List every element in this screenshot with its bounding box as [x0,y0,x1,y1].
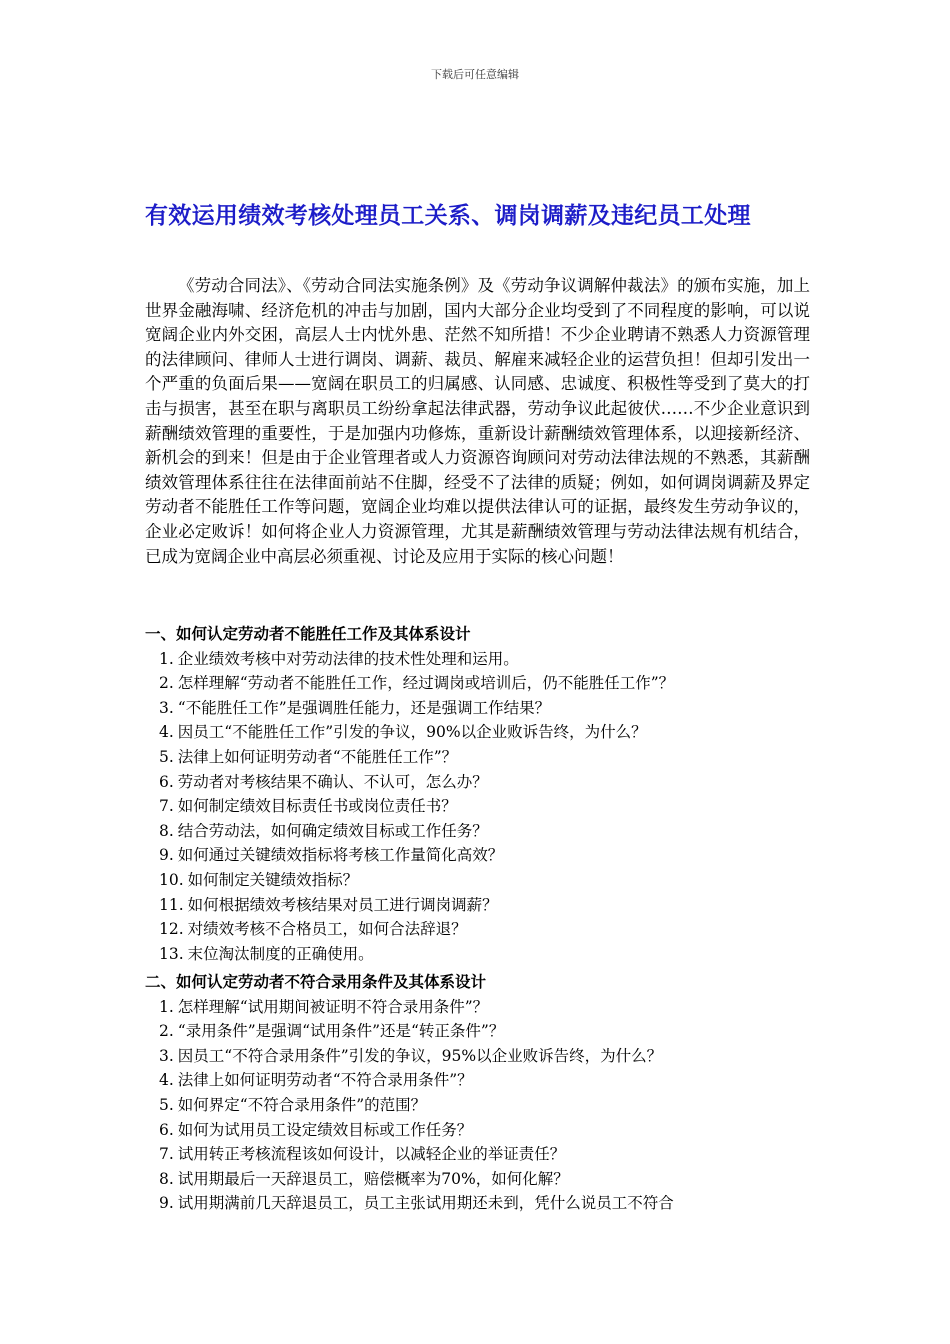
list-item: 4. 因员工“不能胜任工作”引发的争议，90%以企业败诉告终，为什么？ [159,723,647,742]
list-item: 4. 法律上如何证明劳动者“不符合录用条件”？ [159,1071,473,1090]
list-item: 6. 劳动者对考核结果不确认、不认可，怎么办？ [159,772,488,791]
page-header-note: 下载后可任意编辑 [431,68,519,81]
section-not-meeting-hiring-conditions [145,970,815,1216]
list-item: 9. 试用期满前几天辞退员工，员工主张试用期还未到，凭什么说员工不符合 [159,1194,674,1213]
list-item: 6. 如何为试用员工设定绩效目标或工作任务？ [159,1120,473,1139]
question-list [145,995,815,1216]
section-heading: 一、如何认定劳动者不能胜任工作及其体系设计 [145,625,471,643]
question-list [145,647,815,967]
list-item: 5. 法律上如何证明劳动者“不能胜任工作”？ [159,747,458,766]
list-item: 8. 结合劳动法，如何确定绩效目标或工作任务？ [159,821,488,840]
list-item: 1. 怎样理解“试用期间被证明不符合录用条件”？ [159,997,489,1016]
intro-paragraph: 《劳动合同法》、《劳动合同法实施条例》及《劳动争议调解仲裁法》的颁布实施，加上世界金融海啸、经济危机的冲击与加剧，国内大部分企业均受到了不同程度的影响，可以说宽阔企业内外交困，高层人士内忧外患、茫然不知所措！不少企业聘请不熟悉人力资源管理的法律顾问、律师人士进行调岗、调薪、裁员、解雇来减轻企业的运营负担！但却引发出一个严重的负面后果——宽阔在职员工的归属感、认同感、忠诚度、积极性等受到了莫大的打击与损害，甚至在职与离职员工纷纷拿起法律武器，劳动争议此起彼伏……不少企业意识到薪酬绩效管理的重要性，于是加强内功修炼，重新设计薪酬绩效管理体系，以迎接新经济、新机会的到来！但是由于企业管理者或人力资源咨询顾问对劳动法律法规的不熟悉，其薪酬绩效管理体系往往在法律面前站不住脚，经受不了法律的质疑；例如，如何调岗调薪及界定劳动者不能胜任工作等问题，宽阔企业均难以提供法律认可的证据，最终发生劳动争议的，企业必定败诉！如何将企业人力资源管理，尤其是薪酬绩效管理与劳动法律法规有机结合，已成为宽阔企业中高层必须重视、讨论及应用于实际的核心问题！ [145,276,810,566]
list-item: 2. 怎样理解“劳动者不能胜任工作，经过调岗或培训后，仍不能胜任工作”？ [159,674,675,693]
list-item: 7. 试用转正考核流程该如何设计，以减轻企业的举证责任？ [159,1145,566,1164]
list-item: 12. 对绩效考核不合格员工，如何合法辞退？ [159,920,467,939]
list-item: 13. 末位淘汰制度的正确使用。 [159,944,374,963]
section-heading: 二、如何认定劳动者不符合录用条件及其体系设计 [145,973,487,991]
list-item: 11. 如何根据绩效考核结果对员工进行调岗调薪？ [159,895,498,914]
list-item: 5. 如何界定“不符合录用条件”的范围？ [159,1095,427,1114]
document-title: 有效运用绩效考核处理员工关系、调岗调薪及违纪员工处理 [145,203,751,230]
list-item: 3. “不能胜任工作”是强调胜任能力，还是强调工作结果？ [159,698,551,717]
list-item: 9. 如何通过关键绩效指标将考核工作量简化高效？ [159,846,504,865]
list-item: 3. 因员工“不符合录用条件”引发的争议，95%以企业败诉告终，为什么？ [159,1046,663,1065]
list-item: 1. 企业绩效考核中对劳动法律的技术性处理和运用。 [159,649,519,668]
list-item: 2. “录用条件”是强调“试用条件”还是“转正条件”？ [159,1022,505,1041]
list-item: 8. 试用期最后一天辞退员工，赔偿概率为70%，如何化解？ [159,1169,569,1188]
list-item: 10. 如何制定关键绩效指标？ [159,870,359,889]
list-item: 7. 如何制定绩效目标责任书或岗位责任书？ [159,797,457,816]
section-unfit-for-work [145,622,815,966]
